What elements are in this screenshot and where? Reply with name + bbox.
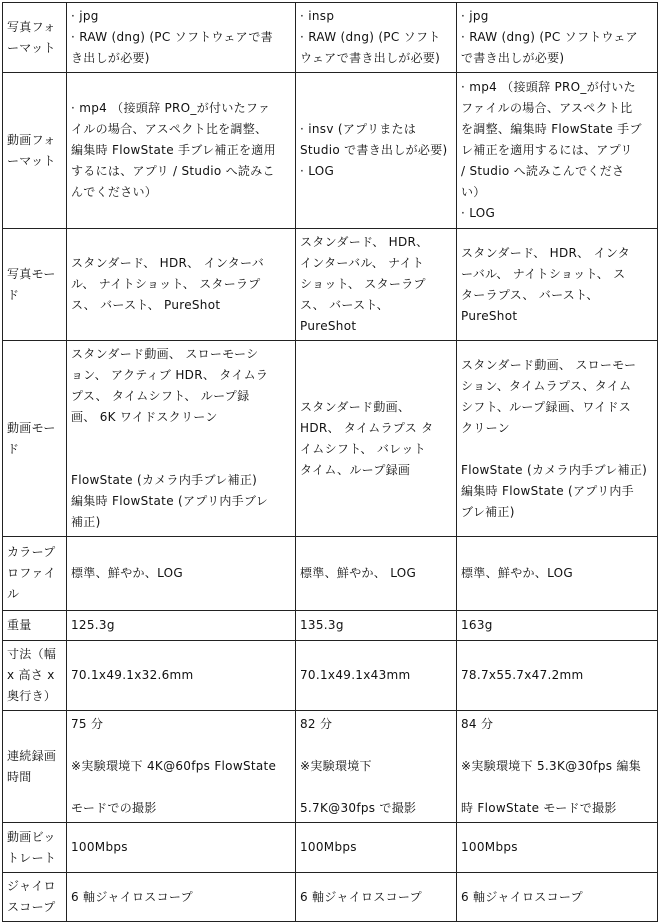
row-label	[3, 3, 67, 73]
row-label-line: 時間	[7, 769, 32, 784]
spec-cell	[67, 823, 296, 873]
spec-row	[3, 823, 658, 873]
cell-line: クリーン	[461, 420, 510, 435]
cell-line: 標準、鮮やか、LOG	[71, 566, 184, 580]
spec-cell	[67, 537, 296, 611]
cell-line: スタンダード、 HDR、 インターバ	[71, 256, 264, 270]
cell-line: 78.7x55.7x47.2mm	[461, 668, 584, 682]
row-label-line: 奥行き）	[7, 689, 57, 703]
row-label-line: 動画フォ	[7, 132, 56, 147]
cell-line	[461, 735, 653, 756]
cell-line: ショット、 スターラプ	[300, 277, 426, 291]
cell-line: ※実験環境下 5.3K@30fps 編集	[461, 759, 642, 773]
row-label-line: 写真フォ	[7, 19, 56, 34]
cell-line: スタンダード、 HDR、	[300, 235, 429, 249]
spec-row	[3, 537, 658, 611]
cell-line: ーバル、 ナイトショット、 ス	[461, 266, 626, 281]
cell-line: Studio で書き出しが必要)	[300, 143, 448, 157]
cell-line: ス、 バースト、 PureShot	[71, 298, 221, 312]
cell-line: 75 分	[71, 717, 104, 731]
cell-line: · RAW (dng) (PC ソフト	[300, 30, 441, 44]
cell-line: ※実験環境下	[300, 759, 372, 773]
row-label-line: トレート	[7, 850, 57, 865]
cell-line: い）	[461, 185, 486, 199]
cell-line: 100Mbps	[300, 840, 357, 854]
spec-cell	[457, 3, 658, 73]
cell-line: タイム、ループ録画	[300, 462, 411, 477]
spec-cell	[457, 537, 658, 611]
cell-line: イルの場合、アスペクト比を調整、	[71, 122, 268, 136]
row-label	[3, 873, 67, 922]
row-label	[3, 537, 67, 611]
cell-line: き出しが必要)	[71, 51, 150, 65]
spec-cell	[457, 823, 658, 873]
cell-line: イムシフト、 バレット	[300, 441, 426, 456]
cell-line: ス、 バースト、	[300, 298, 389, 312]
row-label-line: 動画モー	[7, 420, 56, 435]
row-label	[3, 341, 67, 537]
cell-line: 画、 6K ワイドスクリーン	[71, 410, 218, 424]
cell-line	[71, 735, 291, 756]
spec-cell	[67, 341, 296, 537]
cell-line: · RAW (dng) (PC ソフトウェア	[461, 30, 638, 44]
spec-cell	[67, 73, 296, 229]
cell-line: 70.1x49.1x32.6mm	[71, 668, 194, 682]
cell-line: で書き出しが必要)	[461, 51, 565, 65]
row-label-line: スコープ	[7, 900, 56, 914]
spec-cell	[457, 641, 658, 711]
row-label-line: ル	[7, 587, 20, 601]
spec-row	[3, 229, 658, 341]
row-label	[3, 711, 67, 823]
cell-line: FlowState (カメラ内手ブレ補正)	[461, 462, 648, 477]
spec-cell	[296, 341, 457, 537]
spec-cell	[457, 73, 658, 229]
spec-cell	[296, 873, 457, 922]
spec-cell	[296, 3, 457, 73]
cell-line: · mp4 （接頭辞 PRO_が付いた	[461, 80, 636, 94]
cell-line: んでください）	[71, 185, 158, 199]
cell-line: 125.3g	[71, 618, 115, 632]
cell-line: スタンダード動画、 スローモー	[461, 357, 637, 372]
cell-line: プス、 タイムシフト、 ループ録	[71, 389, 250, 403]
cell-line: · jpg	[71, 9, 99, 23]
cell-line: HDR、 タイムラプス タ	[300, 420, 434, 435]
spec-row	[3, 873, 658, 922]
cell-line: 135.3g	[300, 618, 344, 632]
spec-row	[3, 641, 658, 711]
row-label-line: ロファイ	[7, 566, 56, 580]
row-label-line: ド	[7, 287, 20, 302]
row-label-line: x 高さ x	[7, 668, 55, 682]
row-label-line: 動画ビッ	[7, 829, 56, 844]
spec-cell	[457, 341, 658, 537]
cell-line: 100Mbps	[71, 840, 128, 854]
spec-cell	[296, 611, 457, 641]
cell-line: 6 軸ジャイロスコープ	[461, 889, 583, 904]
cell-line: 時 FlowState モードで撮影	[461, 801, 617, 815]
spec-row	[3, 3, 658, 73]
cell-line: · LOG	[461, 206, 496, 220]
cell-line: ファイルの場合、アスペクト比	[461, 101, 633, 115]
spec-cell	[457, 873, 658, 922]
spec-comparison-table	[2, 2, 658, 922]
cell-line: ョン、 アクティブ HDR、 タイムラ	[71, 368, 269, 382]
row-label	[3, 611, 67, 641]
spec-cell	[457, 711, 658, 823]
spec-cell	[296, 641, 457, 711]
cell-line: PureShot	[300, 319, 357, 333]
spec-row	[3, 341, 658, 537]
spec-cell	[296, 537, 457, 611]
row-label	[3, 823, 67, 873]
spec-cell	[296, 823, 457, 873]
spec-cell	[296, 711, 457, 823]
cell-line: スタンダード動画、	[300, 399, 411, 414]
cell-line: · LOG	[300, 164, 335, 178]
spec-row	[3, 611, 658, 641]
cell-line: · RAW (dng) (PC ソフトウェアで書	[71, 30, 273, 44]
cell-line	[71, 777, 291, 798]
spec-cell	[457, 611, 658, 641]
cell-line	[461, 777, 653, 798]
cell-line: · mp4 （接頭辞 PRO_が付いたファ	[71, 101, 271, 115]
cell-line: FlowState (カメラ内手ブレ補正)	[71, 473, 258, 487]
spec-cell	[296, 229, 457, 341]
cell-line: 82 分	[300, 717, 333, 731]
cell-line: · insp	[300, 9, 335, 23]
row-label	[3, 641, 67, 711]
row-label-line: ーマット	[7, 40, 56, 55]
cell-line: 100Mbps	[461, 840, 518, 854]
row-label-line: カラープ	[7, 545, 56, 559]
cell-line: ターラプス、 バースト、	[461, 287, 599, 302]
cell-line	[300, 777, 452, 798]
cell-line: ウェアで書き出しが必要)	[300, 51, 441, 65]
cell-line	[461, 439, 653, 460]
cell-line: ※実験環境下 4K@60fps FlowState	[71, 759, 277, 773]
cell-line: シフト、ループ録画、ワイドス	[461, 399, 632, 414]
cell-line: インターバル、 ナイト	[300, 256, 425, 270]
row-label-line: ーマット	[7, 153, 56, 168]
cell-line: PureShot	[461, 308, 518, 323]
cell-line: 編集時 FlowState (アプリ内手ブレ	[71, 494, 269, 508]
spec-cell	[457, 229, 658, 341]
cell-line: スタンダード、 HDR、 インタ	[461, 245, 630, 260]
spec-cell	[67, 711, 296, 823]
row-label-line: 寸法（幅	[7, 647, 57, 661]
cell-line: モードでの撮影	[71, 801, 157, 815]
row-label-line: 重量	[7, 618, 32, 632]
spec-cell	[296, 73, 457, 229]
row-label	[3, 73, 67, 229]
cell-line: 84 分	[461, 717, 494, 731]
cell-line	[71, 428, 291, 449]
cell-line: / Studio へ読みこんでくださ	[461, 164, 625, 178]
cell-line: を調整、編集時 FlowState 手ブ	[461, 122, 642, 136]
cell-line: · insv (アプリまたは	[300, 122, 417, 136]
cell-line: 編集時 FlowState (アプリ内手	[461, 483, 634, 498]
spec-table-body	[3, 3, 658, 922]
spec-row	[3, 711, 658, 823]
spec-cell	[67, 611, 296, 641]
spec-cell	[67, 873, 296, 922]
cell-line: 補正)	[71, 515, 101, 529]
row-label	[3, 229, 67, 341]
spec-cell	[67, 229, 296, 341]
spec-cell	[67, 641, 296, 711]
cell-line	[71, 449, 291, 470]
cell-line: 6 軸ジャイロスコープ	[71, 889, 193, 904]
row-label-line: 写真モー	[7, 266, 56, 281]
cell-line: ル、 ナイトショット、 スターラプ	[71, 277, 261, 291]
cell-line: 163g	[461, 618, 493, 632]
cell-line: スタンダード動画、 スローモーシ	[71, 347, 259, 361]
row-label-line: ジャイロ	[7, 879, 56, 893]
spec-cell	[67, 3, 296, 73]
cell-line: 編集時 FlowState 手ブレ補正を適用	[71, 143, 276, 157]
spec-row	[3, 73, 658, 229]
cell-line: するには、アプリ / Studio へ読みこ	[71, 164, 275, 178]
row-label-line: 連続録画	[7, 748, 57, 763]
cell-line: レ補正を適用するには、アプリ	[461, 143, 633, 157]
cell-line: 6 軸ジャイロスコープ	[300, 889, 422, 904]
cell-line: ション、タイムラプス、タイム	[461, 378, 632, 393]
cell-line	[300, 735, 452, 756]
cell-line: 70.1x49.1x43mm	[300, 668, 411, 682]
cell-line: 標準、鮮やか、LOG	[461, 566, 574, 580]
cell-line: · jpg	[461, 9, 489, 23]
cell-line: ブレ補正)	[461, 504, 515, 519]
cell-line: 標準、鮮やか、 LOG	[300, 566, 417, 580]
row-label-line: ド	[7, 441, 20, 456]
cell-line: 5.7K@30fps で撮影	[300, 801, 417, 815]
